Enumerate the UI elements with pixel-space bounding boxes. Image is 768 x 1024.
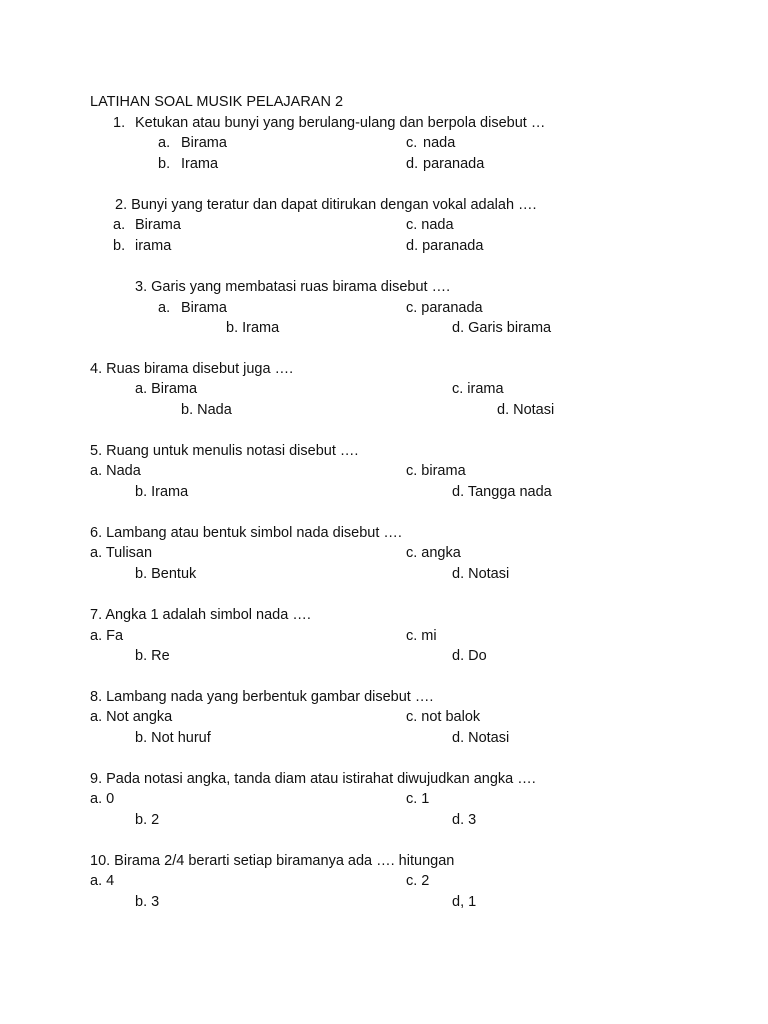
question-2-option-c: c. nada (406, 217, 454, 233)
question-5-text: 5. Ruang untuk menulis notasi disebut …. (90, 443, 359, 459)
question-6-option-a: a. Tulisan (90, 545, 153, 561)
question-4-option-a: a. Birama (135, 381, 198, 397)
question-3-text: 3. Garis yang membatasi ruas birama disebut …. (135, 279, 451, 295)
question-3-option-d: d. Garis birama (452, 320, 552, 336)
question-1-option-c-letter: c. (406, 135, 418, 151)
question-7-option-d: d. Do (452, 648, 487, 664)
question-7-option-c: c. mi (406, 628, 437, 644)
question-6-text: 6. Lambang atau bentuk simbol nada disebut …. (90, 525, 402, 541)
question-1-number: 1. (113, 115, 126, 131)
question-9-text: 9. Pada notasi angka, tanda diam atau istirahat diwujudkan angka …. (90, 771, 536, 787)
question-8-option-c: c. not balok (406, 709, 481, 725)
question-4-option-b: b. Nada (181, 402, 232, 418)
question-10-option-a: a. 4 (90, 873, 115, 889)
question-2-option-b-letter: b. (113, 238, 126, 254)
question-1-option-a: Birama (181, 135, 227, 151)
question-4-option-c: c. irama (452, 381, 504, 397)
question-3-option-a-letter: a. (158, 300, 171, 316)
question-5-option-a: a. Nada (90, 463, 141, 479)
question-2-option-a: Birama (135, 217, 181, 233)
question-9-option-a: a. 0 (90, 791, 115, 807)
question-5-option-d: d. Tangga nada (452, 484, 552, 500)
question-10-option-d: d, 1 (452, 894, 477, 910)
question-9-option-b: b. 2 (135, 812, 160, 828)
question-3-option-c: c. paranada (406, 300, 483, 316)
question-8-text: 8. Lambang nada yang berbentuk gambar disebut …. (90, 689, 434, 705)
question-6-option-c: c. angka (406, 545, 461, 561)
question-7-option-a: a. Fa (90, 628, 124, 644)
question-3-option-a: Birama (181, 300, 227, 316)
question-9-option-c: c. 1 (406, 791, 430, 807)
question-9-option-d: d. 3 (452, 812, 477, 828)
question-1-option-d: paranada (423, 156, 485, 172)
question-8-option-a: a. Not angka (90, 709, 173, 725)
question-10-text: 10. Birama 2/4 berarti setiap biramanya ada …. hitungan (90, 853, 455, 869)
question-2-option-a-letter: a. (113, 217, 126, 233)
question-7-option-b: b. Re (135, 648, 170, 664)
question-6-option-d: d. Notasi (452, 566, 510, 582)
question-2-option-b: irama (135, 238, 172, 254)
question-5-option-b: b. Irama (135, 484, 189, 500)
question-1-option-b-letter: b. (158, 156, 171, 172)
question-10-option-b: b. 3 (135, 894, 160, 910)
question-1-option-a-letter: a. (158, 135, 171, 151)
question-1-option-c: nada (423, 135, 456, 151)
question-1-text: Ketukan atau bunyi yang berulang-ulang dan berpola disebut … (135, 115, 546, 131)
question-4-option-d: d. Notasi (497, 402, 555, 418)
question-1-option-b: Irama (181, 156, 219, 172)
question-3-option-b: b. Irama (226, 320, 280, 336)
question-7-text: 7. Angka 1 adalah simbol nada …. (90, 607, 311, 623)
question-8-option-b: b. Not huruf (135, 730, 211, 746)
question-8-option-d: d. Notasi (452, 730, 510, 746)
question-4-text: 4. Ruas birama disebut juga …. (90, 361, 294, 377)
question-6-option-b: b. Bentuk (135, 566, 197, 582)
question-10-option-c: c. 2 (406, 873, 430, 889)
question-1-option-d-letter: d. (406, 156, 419, 172)
question-2-text: 2. Bunyi yang teratur dan dapat ditirukan dengan vokal adalah …. (115, 197, 537, 213)
document-title: LATIHAN SOAL MUSIK PELAJARAN 2 (90, 94, 344, 110)
question-5-option-c: c. birama (406, 463, 466, 479)
question-2-option-d: d. paranada (406, 238, 484, 254)
